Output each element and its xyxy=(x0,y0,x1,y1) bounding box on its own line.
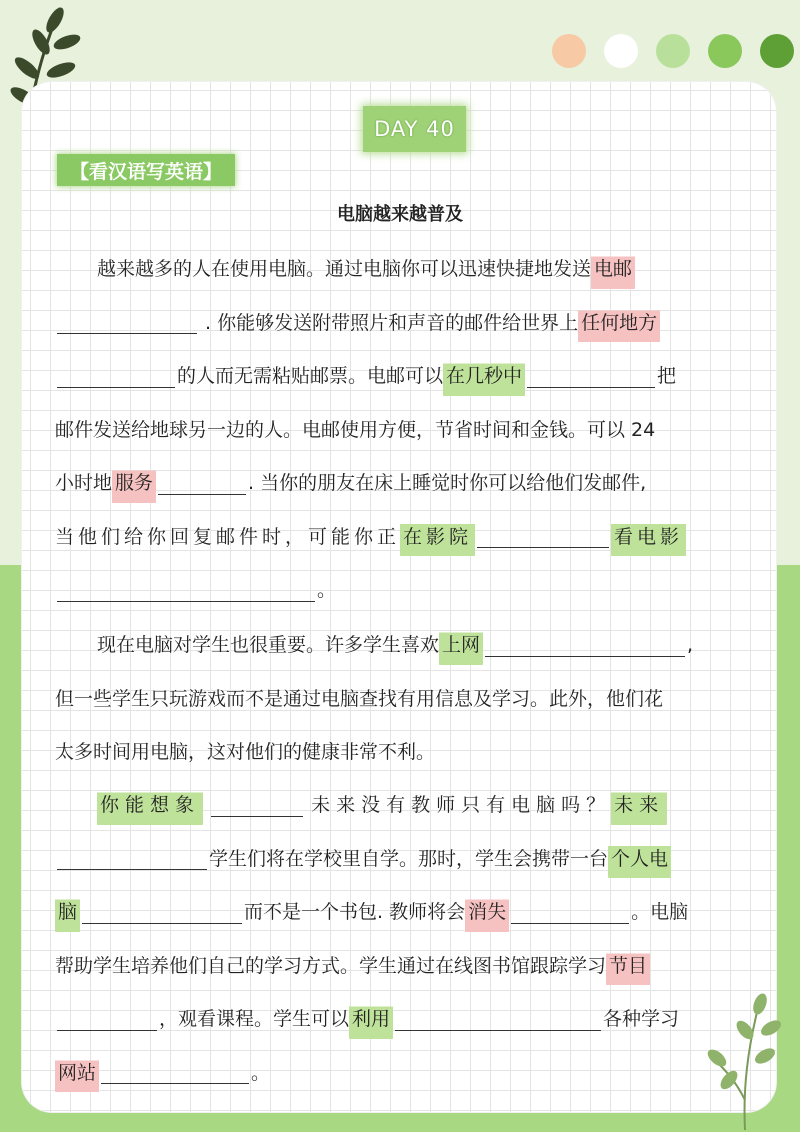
text-segment: . 当你的朋友在床上睡觉时你可以给他们发邮件, xyxy=(248,472,647,494)
text-line xyxy=(55,564,745,618)
answer-blank[interactable] xyxy=(57,366,175,388)
answer-blank[interactable] xyxy=(82,902,242,924)
dot-peach xyxy=(552,34,586,68)
paragraph-3 xyxy=(55,779,745,1100)
text-segment: 未来没有教师只有电脑吗？ xyxy=(311,794,612,816)
text-line xyxy=(55,619,745,673)
answer-blank[interactable] xyxy=(158,473,246,495)
text-line: 太多时间用电脑，这对他们的健康非常不利。 xyxy=(55,741,436,763)
keyword-highlight: 消失 xyxy=(465,886,509,940)
text-line xyxy=(55,1047,745,1101)
text-segment: 小时地 xyxy=(55,472,113,494)
answer-blank[interactable] xyxy=(57,312,197,334)
text-line xyxy=(55,243,745,297)
text-segment: 各种学习 xyxy=(603,1008,680,1030)
text-segment: 越来越多的人在使用电脑。通过电脑你可以迅速快捷地发送 xyxy=(97,258,592,280)
text-segment: ，观看课程。学生可以 xyxy=(159,1008,350,1030)
text-line xyxy=(55,886,745,940)
keyword-highlight: 网站 xyxy=(55,1047,99,1101)
keyword-highlight: 上网 xyxy=(439,619,483,673)
text-line xyxy=(55,993,745,1047)
answer-blank[interactable] xyxy=(101,1062,249,1084)
text-line xyxy=(55,511,745,565)
dot-green xyxy=(708,34,742,68)
keyword-highlight: 你能想象 xyxy=(97,779,203,833)
keyword-highlight: 在影院 xyxy=(400,511,475,565)
keyword-highlight: 个人电 xyxy=(608,833,671,887)
text-segment: 把 xyxy=(657,365,677,387)
text-segment: 的人而无需粘贴邮票。电邮可以 xyxy=(177,365,444,387)
dot-white xyxy=(604,34,638,68)
keyword-highlight: 节目 xyxy=(606,940,650,994)
text-line xyxy=(55,833,745,887)
color-dots xyxy=(552,34,794,68)
text-line xyxy=(55,457,745,511)
paragraph-2 xyxy=(55,619,745,780)
answer-blank[interactable] xyxy=(57,1009,157,1031)
keyword-highlight: 在几秒中 xyxy=(443,350,525,404)
text-segment: 。电脑 xyxy=(631,901,689,923)
text-segment: 帮助学生培养他们自己的学习方式。学生通过在线图书馆跟踪学习 xyxy=(55,954,607,977)
answer-blank[interactable] xyxy=(485,635,685,657)
paragraph-1 xyxy=(55,243,745,618)
text-line xyxy=(55,297,745,351)
answer-blank[interactable] xyxy=(527,366,655,388)
text-segment: 现在电脑对学生也很重要。许多学生喜欢 xyxy=(97,634,440,656)
text-segment: 当他们给你回复邮件时，可能你正 xyxy=(55,525,401,548)
day-badge: DAY 40 xyxy=(363,106,466,152)
dot-light-green xyxy=(656,34,690,68)
text-segment: 而不是一个书包. 教师将会 xyxy=(244,901,466,923)
answer-blank[interactable] xyxy=(511,902,629,924)
answer-blank[interactable] xyxy=(211,795,303,817)
text-line: 但一些学生只玩游戏而不是通过电脑查找有用信息及学习。此外，他们花 xyxy=(55,687,664,710)
keyword-highlight: 服务 xyxy=(112,457,156,511)
keyword-highlight: 任何地方 xyxy=(578,297,660,351)
text-line xyxy=(55,350,745,404)
keyword-highlight: 看电影 xyxy=(611,511,686,565)
keyword-highlight: 电邮 xyxy=(591,243,635,297)
answer-blank[interactable] xyxy=(395,1009,601,1031)
keyword-highlight: 脑 xyxy=(55,886,80,940)
keyword-highlight: 利用 xyxy=(349,993,393,1047)
text-line xyxy=(55,779,745,833)
text-segment: , xyxy=(687,634,694,656)
text-segment: 。 xyxy=(317,579,337,601)
answer-blank[interactable] xyxy=(57,580,315,602)
answer-blank[interactable] xyxy=(477,526,609,548)
text-line xyxy=(55,940,745,994)
text-line: 邮件发送给地球另一边的人。电邮使用方便，节省时间和金钱。可以 24 xyxy=(55,418,656,441)
text-segment: 学生们将在学校里自学。那时，学生会携带一台 xyxy=(209,847,609,870)
plant-decoration-icon xyxy=(705,990,790,1130)
dot-dark-green xyxy=(760,34,794,68)
page-title: 电脑越来越普及 xyxy=(337,204,463,225)
keyword-highlight: 未来 xyxy=(611,779,667,833)
text-segment: 。 xyxy=(251,1061,271,1084)
text-segment: . 你能够发送附带照片和声音的邮件给世界上 xyxy=(205,311,579,334)
answer-blank[interactable] xyxy=(57,848,207,870)
section-label: 【看汉语写英语】 xyxy=(57,154,235,186)
